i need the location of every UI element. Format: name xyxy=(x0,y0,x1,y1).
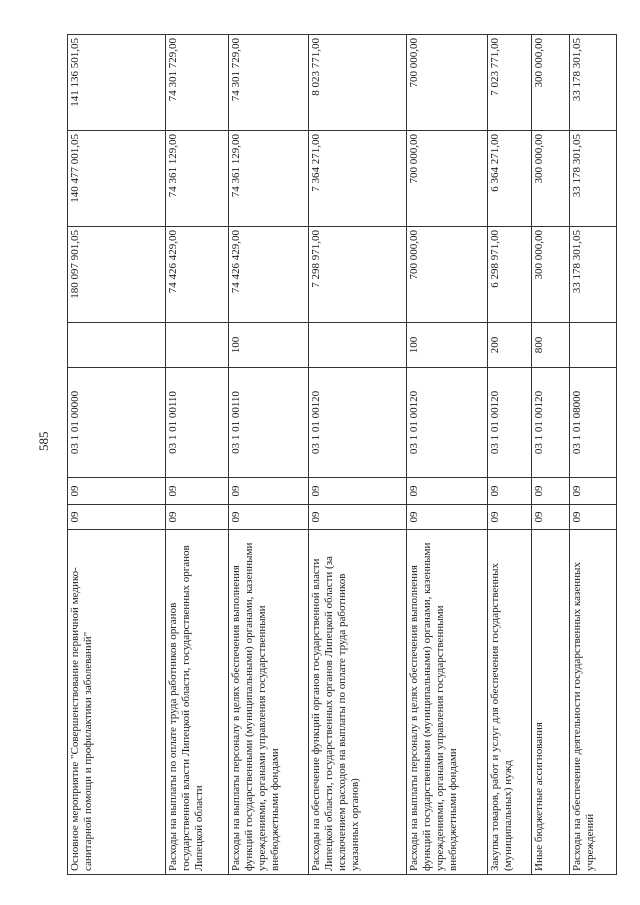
target-article-code: 03 1 01 00120 xyxy=(532,368,570,478)
budget-table-container xyxy=(67,35,617,875)
amount-year-1: 6 298 971,00 xyxy=(487,227,532,323)
target-article-code: 03 1 01 00120 xyxy=(309,368,407,478)
amount-year-2: 74 361 129,00 xyxy=(166,131,228,227)
subsection-code: 09 xyxy=(487,478,532,505)
page-number: 585 xyxy=(36,431,51,451)
row-name: Расходы на выплаты по оплате труда работников органов государственной власти Липецкой области, государственных органов Липецкой области xyxy=(166,530,228,875)
target-article-code: 03 1 01 08000 xyxy=(570,368,617,478)
amount-year-1: 7 298 971,00 xyxy=(309,227,407,323)
amount-year-1: 74 426 429,00 xyxy=(166,227,228,323)
table-row xyxy=(487,35,532,875)
amount-year-2: 300 000,00 xyxy=(532,131,570,227)
table-row xyxy=(228,35,308,875)
target-article-code: 03 1 01 00000 xyxy=(68,368,166,478)
budget-table xyxy=(67,34,617,875)
target-article-code: 03 1 01 00110 xyxy=(228,368,308,478)
expense-type-code xyxy=(570,323,617,368)
expense-type-code: 200 xyxy=(487,323,532,368)
amount-year-1: 180 097 901,05 xyxy=(68,227,166,323)
amount-year-2: 7 364 271,00 xyxy=(309,131,407,227)
amount-year-3: 300 000,00 xyxy=(532,35,570,131)
target-article-code: 03 1 01 00110 xyxy=(166,368,228,478)
subsection-code: 09 xyxy=(309,478,407,505)
target-article-code: 03 1 01 00120 xyxy=(487,368,532,478)
amount-year-2: 700 000,00 xyxy=(407,131,487,227)
row-name: Расходы на выплаты персоналу в целях обеспечения выполнения функций государственными (муниципальными) органами, казенными учреждениями, органами управления государственными внебюджетными фондами xyxy=(228,530,308,875)
amount-year-2: 74 361 129,00 xyxy=(228,131,308,227)
amount-year-3: 7 023 771,00 xyxy=(487,35,532,131)
table-row xyxy=(407,35,487,875)
section-code: 09 xyxy=(407,505,487,530)
row-name: Расходы на обеспечение функций органов государственной власти Липецкой области, государственных органов Липецкой области (за исключением расходов на выплаты по оплате труда работников указанных органов) xyxy=(309,530,407,875)
amount-year-1: 700 000,00 xyxy=(407,227,487,323)
amount-year-3: 700 000,00 xyxy=(407,35,487,131)
expense-type-code: 800 xyxy=(532,323,570,368)
target-article-code: 03 1 01 00120 xyxy=(407,368,487,478)
row-name: Иные бюджетные ассигнования xyxy=(532,530,570,875)
table-row xyxy=(570,35,617,875)
row-name: Закупка товаров, работ и услуг для обеспечения государственных (муниципальных) нужд xyxy=(487,530,532,875)
expense-type-code: 100 xyxy=(228,323,308,368)
section-code: 09 xyxy=(166,505,228,530)
row-name: Основное мероприятие "Совершенствование первичной медико-санитарной помощи и профилактики заболеваний" xyxy=(68,530,166,875)
amount-year-3: 33 178 301,05 xyxy=(570,35,617,131)
amount-year-3: 74 301 729,00 xyxy=(166,35,228,131)
amount-year-3: 74 301 729,00 xyxy=(228,35,308,131)
amount-year-2: 33 178 301,05 xyxy=(570,131,617,227)
table-row xyxy=(532,35,570,875)
subsection-code: 09 xyxy=(407,478,487,505)
amount-year-2: 140 477 001,05 xyxy=(68,131,166,227)
expense-type-code xyxy=(166,323,228,368)
subsection-code: 09 xyxy=(166,478,228,505)
amount-year-3: 8 023 771,00 xyxy=(309,35,407,131)
subsection-code: 09 xyxy=(532,478,570,505)
subsection-code: 09 xyxy=(68,478,166,505)
table-row xyxy=(166,35,228,875)
expense-type-code: 100 xyxy=(407,323,487,368)
row-name: Расходы на выплаты персоналу в целях обеспечения выполнения функций государственными (муниципальными) органами, казенными учреждениями, органами управления государственными внебюджетными фондами xyxy=(407,530,487,875)
amount-year-1: 33 178 301,05 xyxy=(570,227,617,323)
section-code: 09 xyxy=(309,505,407,530)
amount-year-1: 74 426 429,00 xyxy=(228,227,308,323)
section-code: 09 xyxy=(532,505,570,530)
amount-year-2: 6 364 271,00 xyxy=(487,131,532,227)
amount-year-3: 141 136 501,05 xyxy=(68,35,166,131)
section-code: 09 xyxy=(570,505,617,530)
section-code: 09 xyxy=(68,505,166,530)
subsection-code: 09 xyxy=(228,478,308,505)
expense-type-code xyxy=(309,323,407,368)
subsection-code: 09 xyxy=(570,478,617,505)
section-code: 09 xyxy=(228,505,308,530)
table-row xyxy=(68,35,166,875)
row-name: Расходы на обеспечение деятельности государственных казенных учреждений xyxy=(570,530,617,875)
table-row xyxy=(309,35,407,875)
expense-type-code xyxy=(68,323,166,368)
section-code: 09 xyxy=(487,505,532,530)
amount-year-1: 300 000,00 xyxy=(532,227,570,323)
